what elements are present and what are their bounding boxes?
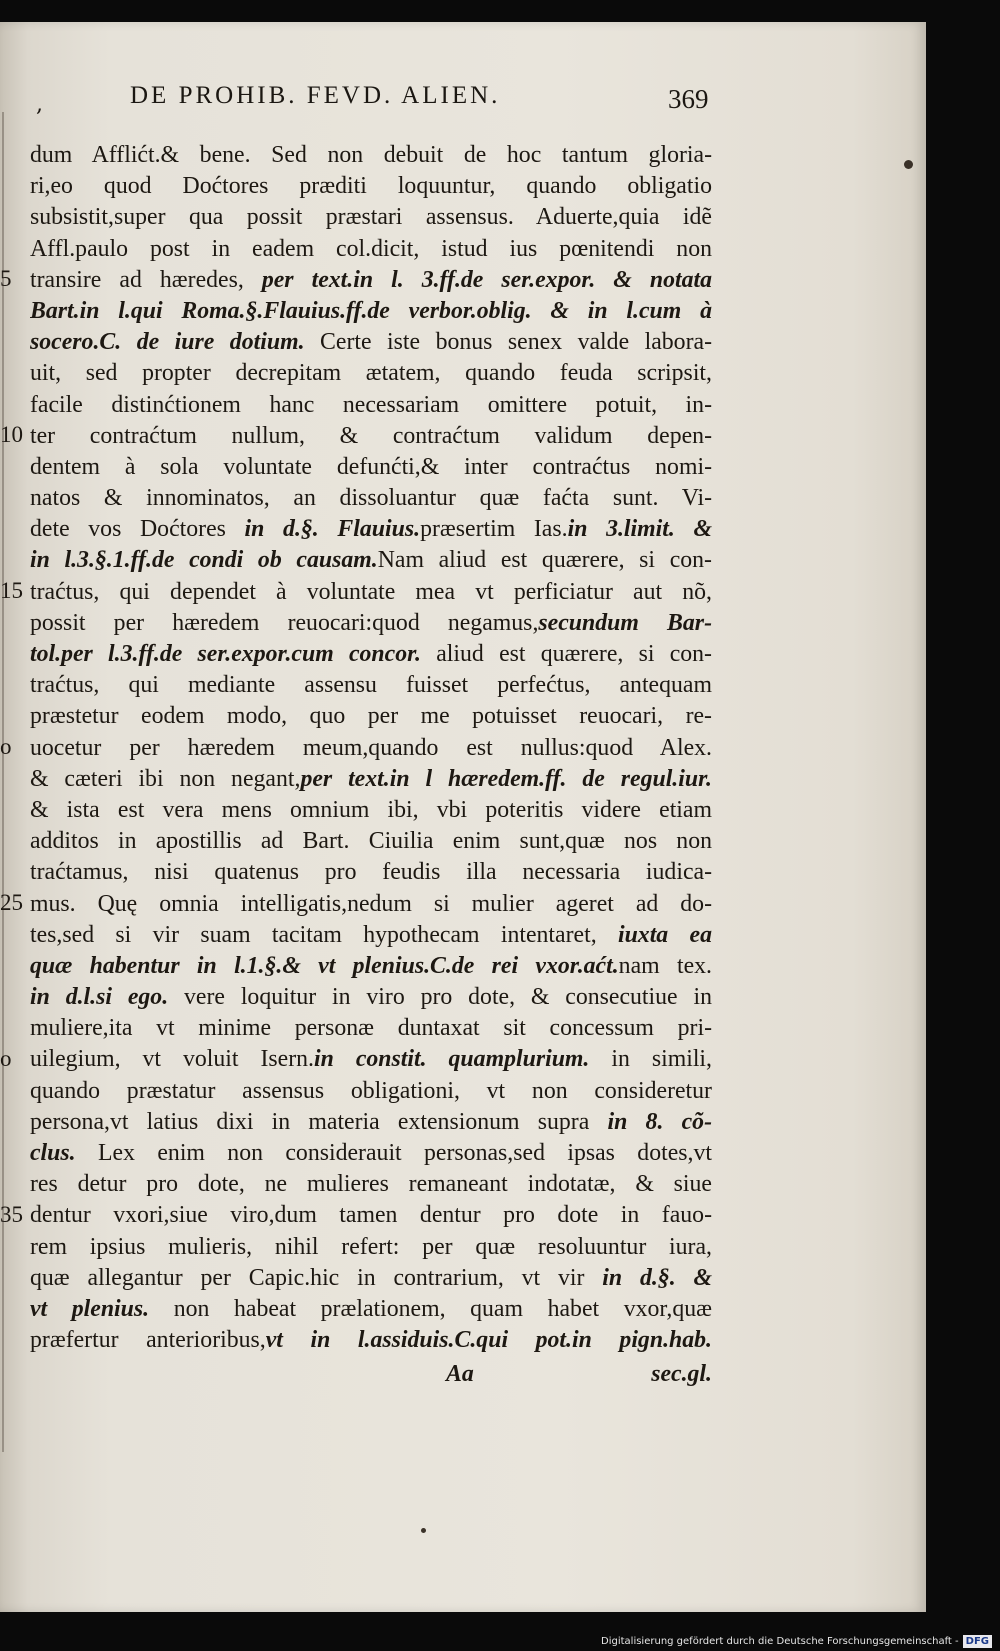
citation-italic: quæ habentur in l.1.§.& vt plenius.C.de rei vxor.aćt. xyxy=(30,952,619,979)
line-text: rem ipsius mulieris, nihil refert: per quæ resoluuntur iura, xyxy=(30,1233,712,1260)
line-text: Affl.paulo post in eadem col.dicit, istud ius pœnitendi non xyxy=(30,235,712,262)
line-text: transire ad hæredes, xyxy=(30,266,262,293)
line-text: & cæteri ibi non negant, xyxy=(30,765,301,792)
text-line xyxy=(30,1232,712,1263)
custos-catchword: sec.gl. xyxy=(651,1361,712,1387)
line-text: præstetur eodem modo, quo per me potuisset reuocari, re- xyxy=(30,703,712,730)
text-line xyxy=(30,982,712,1013)
line-text: non habeat prælationem, quam habet vxor,quæ xyxy=(149,1295,712,1322)
line-text: vere loquitur in viro pro dote, & consecutiue in xyxy=(168,984,712,1011)
text-line xyxy=(30,1200,712,1231)
line-text: & ista est vera mens omnium ibi, vbi poteritis videre etiam xyxy=(30,796,712,823)
gutter-shadow xyxy=(2,112,4,1452)
margin-number-10: 10 xyxy=(0,422,23,447)
text-line xyxy=(30,826,712,857)
signature-mark: Aa xyxy=(446,1361,474,1387)
citation-italic: vt in l.assiduis.C.qui pot.in pign.hab. xyxy=(265,1327,712,1354)
citation-italic: iuxta ea xyxy=(617,921,712,948)
margin-number-35: 35 xyxy=(0,1202,23,1227)
ink-spot xyxy=(904,160,913,169)
line-text: quæ allegantur per Capic.hic in contrarium, vt vir xyxy=(30,1264,603,1291)
line-text: tes,sed si vir suam tacitam hypothecam intentaret, xyxy=(30,921,618,948)
line-text: dentur vxori,siue viro,dum tamen dentur pro dote in fauo- xyxy=(30,1202,712,1229)
citation-italic: in l.3.§.1.ff.de condi ob causam. xyxy=(30,547,378,574)
text-line xyxy=(30,670,712,701)
text-line xyxy=(30,639,712,670)
text-line xyxy=(30,1294,712,1325)
running-title: DE PROHIB. FEVD. ALIEN. xyxy=(130,82,501,109)
line-text: uilegium, vt voluit Isern. xyxy=(30,1046,315,1073)
margin-number-30: o xyxy=(0,1046,12,1071)
text-line xyxy=(30,889,712,920)
text-line xyxy=(30,1013,712,1044)
text-line xyxy=(30,483,712,514)
line-text: possit per hæredem reuocari:quod negamus, xyxy=(30,609,539,636)
citation-italic: per text.in l. 3.ff.de ser.expor. & notata xyxy=(261,266,712,293)
catchword-line xyxy=(30,1359,712,1390)
line-text: mus. Quę omnia intelligatis,nedum si mulier ageret ad do- xyxy=(30,890,712,917)
text-line xyxy=(30,795,712,826)
citation-italic: per text.in l hæredem.ff. de regul.iur. xyxy=(300,765,712,792)
text-line xyxy=(30,514,712,545)
text-line xyxy=(30,1107,712,1138)
line-text: Lex enim non considerauit personas,sed ipsas dotes,vt xyxy=(75,1140,712,1166)
margin-number-20: o xyxy=(0,734,12,759)
citation-italic: Bart.in l.qui Roma.§.Flauius.ff.de verbor.oblig. & in l.cum à xyxy=(30,297,712,324)
text-line xyxy=(30,577,712,608)
text-line xyxy=(30,608,712,639)
text-line xyxy=(30,1044,712,1075)
line-text: persona,vt latius dixi in materia extensionum supra xyxy=(30,1108,608,1135)
text-line xyxy=(30,327,712,358)
line-text: Nam aliud est quærere, si con- xyxy=(377,547,712,574)
margin-number-15: 15 xyxy=(0,578,23,603)
line-text: ri,eo quod Doćtores præditi loquuntur, quando obligatio xyxy=(30,173,712,200)
citation-italic: clus. xyxy=(30,1140,76,1166)
text-line xyxy=(30,764,712,795)
text-line xyxy=(30,1325,712,1356)
citation-italic: in d.l.si ego. xyxy=(30,984,169,1011)
text-line xyxy=(30,857,712,888)
line-text: traćtamus, nisi quatenus pro feudis illa necessaria iudica- xyxy=(30,859,712,886)
text-line xyxy=(30,1076,712,1107)
citation-italic: in constit. quamplurium. xyxy=(314,1046,590,1073)
line-text: dete vos Doćtores xyxy=(30,516,245,543)
line-text: ter contraćtum nullum, & contraćtum validum depen- xyxy=(30,422,712,449)
credit-text: Digitalisierung gefördert durch die Deutsche Forschungsgemeinschaft - xyxy=(601,1636,959,1647)
line-text: uit, sed propter decrepitam ætatem, quando feuda scripsit, xyxy=(30,360,712,387)
ink-spot-bottom xyxy=(421,1528,426,1533)
margin-number-5: 5 xyxy=(0,266,12,291)
line-text: traćtus, qui mediante assensu fuisset perfećtus, antequam xyxy=(30,672,712,699)
citation-italic: tol.per l.3.ff.de ser.expor.cum concor. xyxy=(30,641,421,667)
line-text: præfertur anterioribus, xyxy=(30,1327,266,1354)
line-text: quando præstatur assensus obligationi, vt non consideretur xyxy=(30,1077,712,1104)
line-text: Certe iste bonus senex valde labora- xyxy=(304,329,712,356)
text-line xyxy=(30,265,712,296)
citation-italic: vt plenius. xyxy=(30,1295,150,1322)
text-line xyxy=(30,234,712,265)
text-line xyxy=(30,545,712,576)
line-text: additos in apostillis ad Bart. Ciuilia enim sunt,quæ nos non xyxy=(30,828,712,855)
text-line xyxy=(30,140,712,171)
digitization-credit xyxy=(601,1635,992,1648)
text-line xyxy=(30,701,712,732)
line-text: nam tex. xyxy=(618,952,712,979)
text-line xyxy=(30,202,712,233)
line-text: facile distinćtionem hanc necessariam omittere potuit, in- xyxy=(30,391,712,418)
margin-number-25: 25 xyxy=(0,890,23,915)
citation-italic: socero.C. de iure dotium. xyxy=(30,329,305,356)
text-line xyxy=(30,390,712,421)
line-text: muliere,ita vt minime personæ duntaxat sit concessum pri- xyxy=(30,1015,712,1042)
line-text: dum Afflićt.& bene. Sed non debuit de hoc tantum gloria- xyxy=(30,142,712,168)
line-text: dentem à sola voluntate defunćti,& inter contraćtus nomi- xyxy=(30,453,712,480)
text-line xyxy=(30,920,712,951)
text-line xyxy=(30,733,712,764)
citation-italic: secundum Bar- xyxy=(538,609,712,636)
line-text: subsistit,super qua possit præstari assensus. Aduerte,quia idẽ xyxy=(30,204,712,231)
line-text: uocetur per hæredem meum,quando est nullus:quod Alex. xyxy=(30,734,712,761)
line-text: res detur pro dote, ne mulieres remaneant indotatæ, & siue xyxy=(30,1171,712,1198)
text-line xyxy=(30,358,712,389)
citation-italic: in d.§. Flauius. xyxy=(244,516,421,543)
citation-italic: in 3.limit. & xyxy=(567,516,712,543)
text-line xyxy=(30,1169,712,1200)
folio-number: 369 xyxy=(668,84,709,114)
text-line xyxy=(30,452,712,483)
line-text: natos & innominatos, an dissoluantur quæ faćta sunt. Vi- xyxy=(30,485,712,512)
dfg-logo: DFG xyxy=(963,1635,992,1648)
body-text xyxy=(30,140,712,1356)
line-text: aliud est quærere, si con- xyxy=(421,641,712,667)
text-line xyxy=(30,421,712,452)
text-line xyxy=(30,171,712,202)
citation-italic: in d.§. & xyxy=(602,1264,712,1291)
line-text: præsertim Ias. xyxy=(420,516,568,543)
line-text: traćtus, qui dependet à voluntate mea vt perficiatur aut nõ, xyxy=(30,578,712,605)
citation-italic: in 8. cõ- xyxy=(607,1108,712,1135)
header-mark: , xyxy=(36,92,43,117)
text-line xyxy=(30,1263,712,1294)
text-line xyxy=(30,1138,712,1169)
text-line xyxy=(30,951,712,982)
text-line xyxy=(30,296,712,327)
line-text: in simili, xyxy=(589,1046,712,1073)
